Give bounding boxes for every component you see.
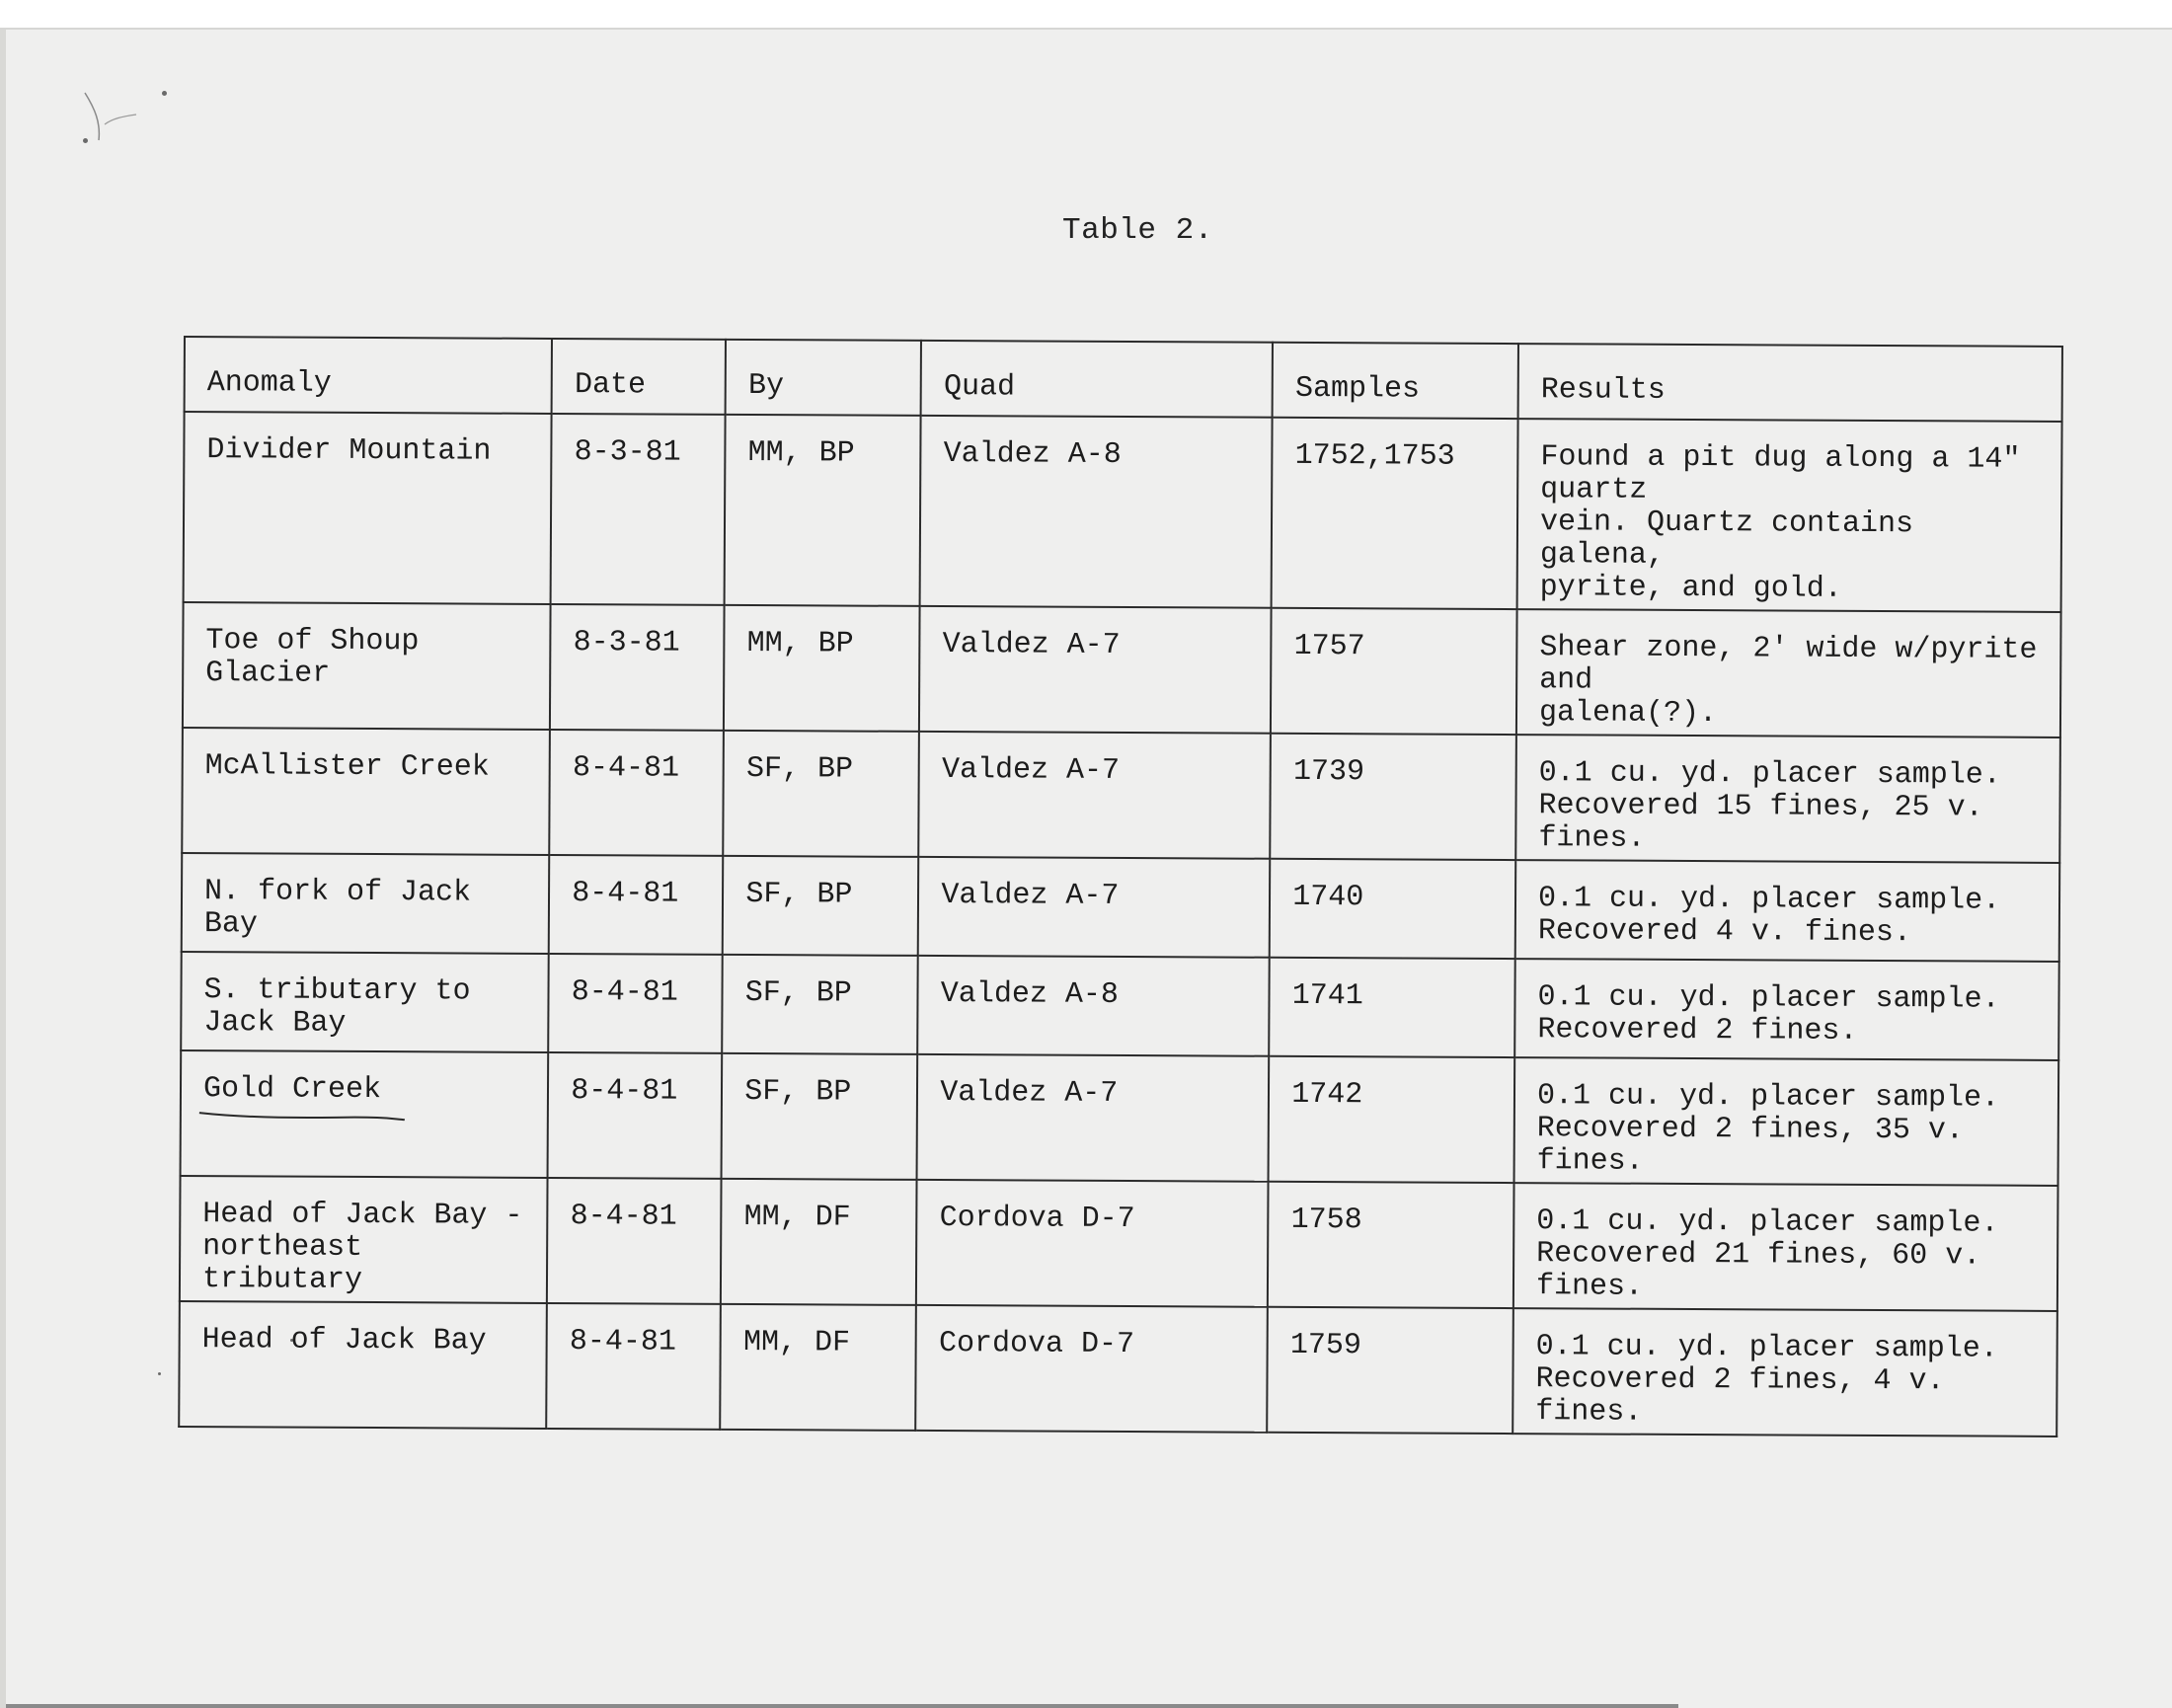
cell-samples: 1742: [1269, 1056, 1514, 1183]
cell-by: MM, BP: [725, 415, 921, 606]
hand-drawn-underline: [197, 1107, 407, 1122]
table-row: [179, 1301, 2057, 1436]
cell-anomaly: [181, 952, 549, 1052]
anomaly-line-underlined: [203, 1073, 381, 1107]
cell-quad: Valdez A-7: [917, 1054, 1270, 1182]
results-line: Found a pit dug along a 14" quartz: [1540, 440, 2021, 507]
column-header-anomaly: Anomaly: [185, 337, 553, 414]
cell-quad: Cordova D-7: [916, 1305, 1269, 1433]
table-row: [182, 728, 2060, 863]
cell-results: [1515, 735, 2060, 863]
cell-date: 8-4-81: [546, 1303, 721, 1430]
anomaly-line: Toe of Shoup Glacier: [205, 624, 420, 691]
column-header-results: Results: [1518, 344, 2062, 422]
cell-date: 8-4-81: [550, 730, 725, 856]
cell-date: 8-4-81: [548, 954, 723, 1053]
results-line: 0.1 cu. yd. placer sample.: [1536, 1079, 2000, 1116]
column-header-date: Date: [552, 339, 726, 415]
results-line: Recovered 21 fines, 60 v. fines.: [1535, 1237, 1981, 1304]
column-header-quad: Quad: [921, 341, 1273, 418]
results-line: Recovered 2 fines, 35 v. fines.: [1536, 1112, 1964, 1179]
cell-quad: Valdez A-8: [920, 416, 1273, 608]
document-page: [0, 28, 2172, 1708]
results-line: 0.1 cu. yd. placer sample.: [1538, 756, 2001, 793]
cell-samples: 1757: [1271, 608, 1516, 735]
cell-by: MM, DF: [721, 1304, 917, 1431]
anomaly-line: Head of Jack Bay: [201, 1323, 487, 1359]
cell-anomaly: [180, 1176, 548, 1303]
cell-samples: 1741: [1269, 958, 1514, 1057]
cell-quad: Valdez A-7: [919, 606, 1272, 734]
cell-by: MM, DF: [721, 1179, 917, 1305]
cell-quad: Valdez A-7: [918, 857, 1270, 958]
dust-speck: [83, 138, 88, 143]
results-line: Recovered 15 fines, 25 v. fines.: [1538, 789, 1983, 856]
cell-date: 8-3-81: [550, 604, 725, 731]
anomaly-line: N. fork of Jack Bay: [203, 875, 472, 942]
table-header-row: [185, 337, 2062, 422]
cell-results: [1516, 609, 2061, 738]
results-line: 0.1 cu. yd. placer sample.: [1536, 1204, 1999, 1241]
table-row: [182, 853, 2059, 962]
anomaly-table: [178, 336, 2063, 1437]
results-line: Shear zone, 2' wide w/pyrite and: [1539, 631, 2038, 698]
table-row: [181, 1050, 2059, 1186]
cell-samples: 1740: [1270, 859, 1515, 959]
anomaly-line: Head of Jack Bay -: [202, 1198, 523, 1233]
cell-anomaly: [181, 1050, 549, 1178]
cell-quad: Cordova D-7: [916, 1180, 1269, 1307]
cell-date: 8-4-81: [547, 1178, 722, 1304]
cell-samples: 1759: [1267, 1307, 1513, 1434]
results-line: 0.1 cu. yd. placer sample.: [1537, 882, 2001, 918]
dust-speck: [158, 1372, 161, 1375]
anomaly-line: Gold Creek: [202, 1072, 382, 1108]
results-line: Recovered 4 v. fines.: [1537, 914, 1912, 951]
cell-results: [1513, 1183, 2058, 1311]
results-line: vein. Quartz contains galena,: [1539, 505, 1914, 573]
cell-results: [1515, 860, 2060, 962]
cell-by: SF, BP: [723, 856, 919, 956]
cell-results: [1514, 1057, 2059, 1186]
results-line: 0.1 cu. yd. placer sample.: [1535, 1330, 1998, 1366]
cell-samples: 1739: [1271, 734, 1516, 860]
cell-samples: 1752,1753: [1272, 418, 1518, 609]
page-edge-rule: [0, 1704, 1678, 1708]
cell-results: [1513, 1308, 2057, 1436]
cell-quad: Valdez A-7: [919, 732, 1272, 859]
pencil-mark: [83, 89, 201, 197]
table-row: [181, 952, 2058, 1060]
cell-by: SF, BP: [723, 955, 919, 1054]
cell-anomaly: [182, 728, 550, 855]
table-title: Table 2.: [1062, 213, 1213, 248]
results-line: Recovered 2 fines.: [1537, 1013, 1858, 1048]
results-line: 0.1 cu. yd. placer sample.: [1537, 980, 2000, 1017]
anomaly-line: northeast tributary: [201, 1230, 363, 1297]
cell-anomaly: [184, 412, 552, 604]
cell-samples: 1758: [1268, 1182, 1513, 1308]
anomaly-line: S. tributary to: [203, 973, 471, 1009]
table-row: [180, 1176, 2058, 1311]
cell-anomaly: [179, 1301, 547, 1429]
results-line: galena(?).: [1538, 696, 1718, 732]
column-header-by: By: [726, 340, 921, 416]
table-row: [184, 412, 2062, 612]
cell-date: 8-3-81: [551, 414, 726, 605]
cell-anomaly: [183, 602, 551, 730]
cell-by: MM, BP: [724, 605, 920, 732]
results-line: Recovered 2 fines, 4 v. fines.: [1535, 1362, 1945, 1430]
results-line: pyrite, and gold.: [1539, 571, 1842, 606]
dust-speck: [162, 91, 167, 96]
cell-results: [1517, 419, 2062, 612]
anomaly-line: McAllister Creek: [204, 749, 490, 785]
table-row: [183, 602, 2061, 738]
anomaly-line: Jack Bay: [203, 1006, 347, 1041]
cell-by: SF, BP: [722, 1053, 918, 1180]
cell-quad: Valdez A-8: [918, 956, 1270, 1056]
cell-anomaly: [182, 853, 550, 954]
cell-by: SF, BP: [724, 731, 920, 857]
cell-results: [1514, 959, 2059, 1060]
anomaly-line: Divider Mountain: [206, 433, 492, 469]
column-header-samples: Samples: [1273, 343, 1518, 419]
cell-date: 8-4-81: [549, 855, 724, 955]
cell-date: 8-4-81: [548, 1052, 723, 1179]
